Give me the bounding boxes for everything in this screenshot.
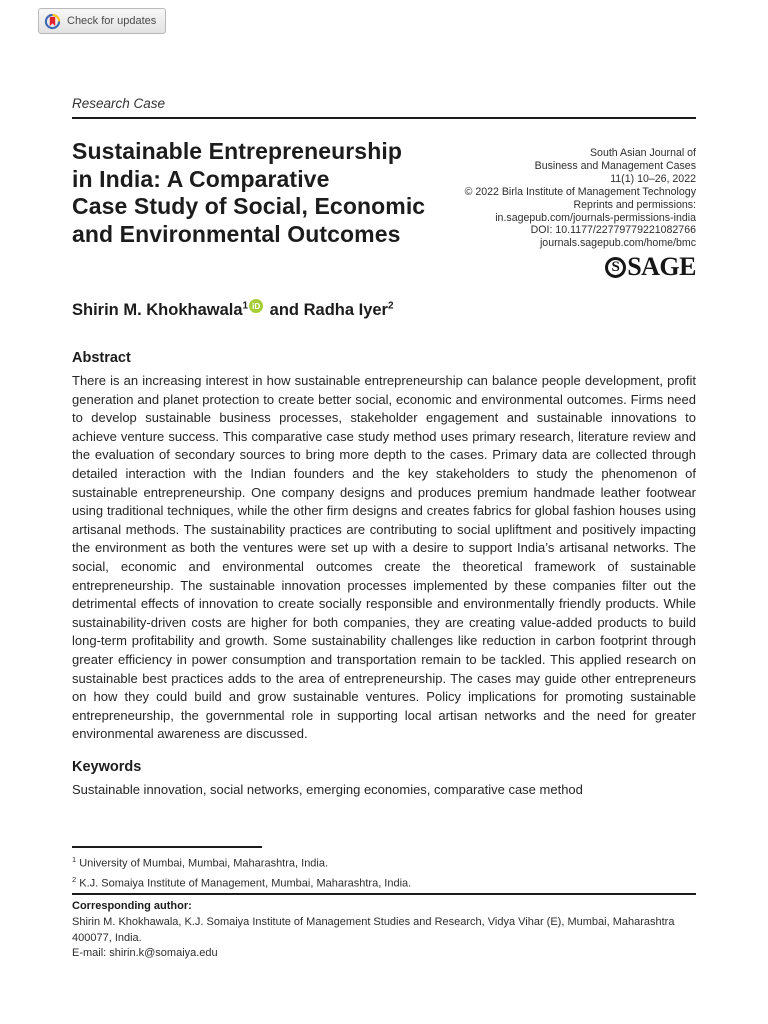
journal-name-line2: Business and Management Cases [534,159,696,172]
sage-logo-wordmark: SAGE [627,252,696,281]
sage-logo-s-icon: S [605,257,626,278]
abstract-text: There is an increasing interest in how sustainable entrepreneurship can balance people development, profit generation and planet protection to create better social, economic and environmental outcomes. Firms need to develop sustainable business processes, stakeholder engagement and sustainable innovations to achieve venture success. This comparative case study method uses primary research, literature review and the evaluation of secondary sources to bring more depth to the cases. Primary data are collected through detailed interaction with the Indian founders and the key stakeholders to study the phenomenon of sustainable entrepreneurship. One company designs and produces premium handmade leather footwear using traditional techniques, while the other firm designs and creates fabrics for global fashion houses using artisanal methods. The sustainability practices are contributing to social upliftment and positively impacting the environment as both the ventures were set up with a desire to support India’s artisanal networks. The social, economic and environmental outcomes create the theoretical framework of sustainable entrepreneurship. The sustainable innovation processes implemented by these companies filter out the detrimental effects of innovation to create socially responsible and environmentally friendly products. While sustainability-driven costs are higher for both companies, they are creating value-added products to build long-term profitability and growth. Some sustainability challenges like reduction in carbon footprint through greater efficiency in power consumption and transportation remain to be tackled. This applied research on sustainable best practices adds to the area of entrepreneurship. The cases may guide other entrepreneurs on how they could build and grow sustainable ventures. Policy implications for promoting sustainable entrepreneurship, the governmental role in supporting local artisan networks and the need for greater environmental awareness are discussed. [72,373,696,742]
corresponding-divider-rule [72,893,696,895]
journal-permissions-link[interactable]: in.sagepub.com/journals-permissions-india [495,211,696,224]
title-line: in India: A Comparative [72,165,330,192]
journal-info [366,147,696,250]
keywords-heading: Keywords [72,759,142,775]
affiliation-2 [72,872,696,892]
affiliation-2-sup: 2 [72,875,77,885]
journal-home-link[interactable]: journals.sagepub.com/home/bmc [539,237,696,250]
title-line: and Environmental Outcomes [72,220,401,247]
journal-doi-link[interactable]: DOI: 10.1177/22779779221082766 [530,224,696,237]
corresponding-author-email[interactable]: E-mail: shirin.k@somaiya.edu [72,947,218,960]
header-rule [72,117,696,119]
authors-connector: and [265,301,304,319]
sage-logo [605,252,696,282]
check-for-updates-button[interactable] [38,8,166,34]
author-2-affiliation-sup: 2 [387,300,394,312]
affiliation-1 [72,852,696,872]
journal-name-line1: South Asian Journal of [589,147,696,159]
journal-copyright: © 2022 Birla Institute of Management Technology [464,185,696,198]
keywords-text: Sustainable innovation, social networks, emerging economies, comparative case method [72,782,583,797]
authors-line [72,299,394,320]
affiliation-1-text: University of Mumbai, Mumbai, Maharashtra, India. [76,857,329,870]
title-line: Case Study of Social, Economic [72,193,426,219]
author-1-name: Shirin M. Khokhawala [72,301,243,319]
affiliation-footnotes [72,852,696,892]
orcid-icon[interactable]: iD [249,299,263,313]
author-2-name: Radha Iyer [303,301,388,319]
author-1-affiliation-sup: 1 [242,300,249,312]
corresponding-author-heading: Corresponding author: [72,900,192,912]
corresponding-author-block [72,899,708,962]
crossmark-icon [44,13,61,30]
footnote-rule [72,846,262,848]
title-line: Sustainable Entrepreneurship [72,138,402,164]
journal-issue: 11(1) 10–26, 2022 [610,172,696,185]
affiliation-2-text: K.J. Somaiya Institute of Management, Mumbai, Maharashtra, India. [76,877,412,890]
check-for-updates-label: Check for updates [67,15,157,27]
section-kicker: Research Case [72,96,166,111]
corresponding-author-address: Shirin M. Khokhawala, K.J. Somaiya Institute of Management Studies and Research, Vidya Vihar (E), Mumbai, Maharashtra 400077, India. [72,915,675,944]
journal-reprints-label: Reprints and permissions: [573,198,696,211]
abstract-heading: Abstract [72,350,131,366]
affiliation-1-sup: 1 [72,855,77,864]
